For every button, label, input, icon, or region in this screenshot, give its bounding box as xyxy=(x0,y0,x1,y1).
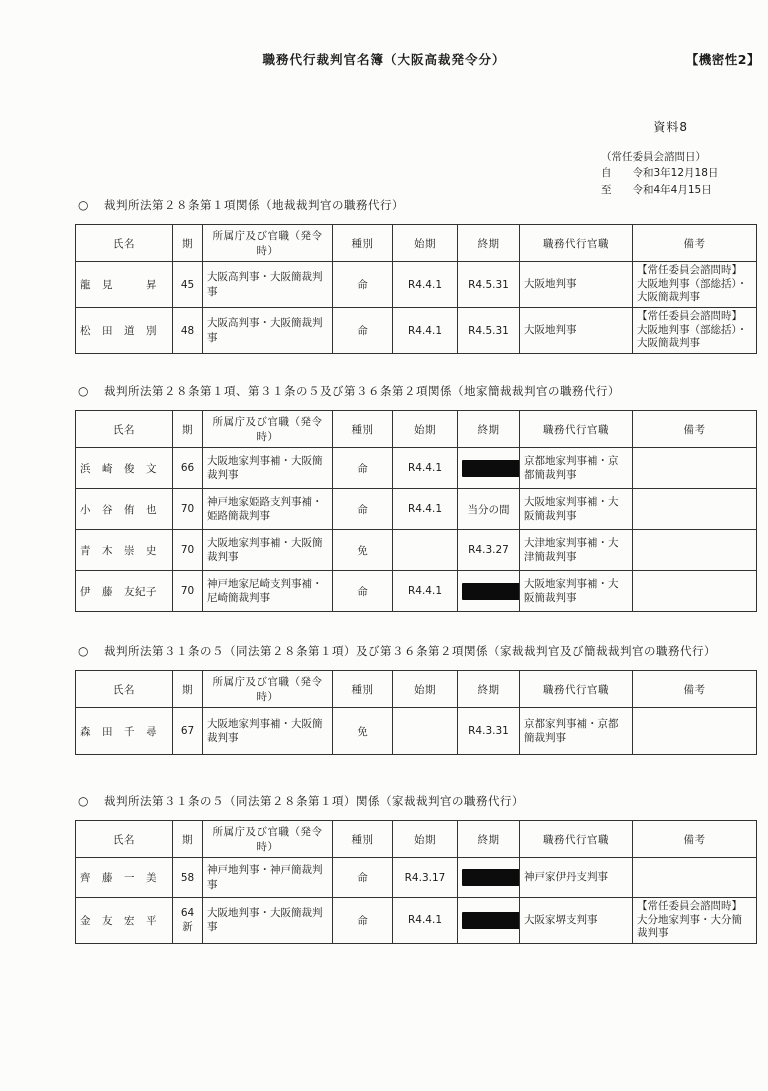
cell-type: 命 xyxy=(333,448,393,489)
cell-acting: 大阪地家判事補・大阪簡裁判事 xyxy=(520,489,633,530)
cell-note xyxy=(633,530,757,571)
cell-office: 大阪高判事・大阪簡裁判事 xyxy=(203,308,333,354)
cell-note: 【常任委員会諮問時】大阪地判事（部総括）・大阪簡裁判事 xyxy=(633,262,757,308)
cell-end: R4.3.31 xyxy=(458,708,520,755)
roster-table-1 xyxy=(75,224,757,354)
header-row xyxy=(76,411,757,448)
table-row xyxy=(76,489,757,530)
classification-badge: 【機密性2】 xyxy=(685,52,760,67)
section-2 xyxy=(75,383,756,612)
cell-acting: 大津地家判事補・大津簡裁判事 xyxy=(520,530,633,571)
header-row xyxy=(76,671,757,708)
column-header: 種別 xyxy=(333,821,393,858)
column-header: 期 xyxy=(173,671,203,708)
cell-name: 金 友 宏 平 xyxy=(76,898,173,944)
column-header: 期 xyxy=(173,225,203,262)
cell-start xyxy=(393,530,458,571)
cell-note: 【常任委員会諮問時】大阪地判事（部総括）・大阪簡裁判事 xyxy=(633,308,757,354)
cell-office: 神戸地判事・神戸簡裁判事 xyxy=(203,858,333,898)
table-row xyxy=(76,858,757,898)
column-header: 所属庁及び官職（発令時） xyxy=(203,671,333,708)
section-1 xyxy=(75,197,756,354)
circle-bullet-icon: ○ xyxy=(78,198,89,212)
cell-note xyxy=(633,448,757,489)
roster-table-3 xyxy=(75,670,757,755)
cell-type: 命 xyxy=(333,571,393,612)
cell-office: 大阪地家判事補・大阪簡裁判事 xyxy=(203,448,333,489)
cell-start: R4.4.1 xyxy=(393,898,458,944)
cell-start: R4.4.1 xyxy=(393,308,458,354)
cell-name: 齊 藤 一 美 xyxy=(76,858,173,898)
cell-end xyxy=(458,898,520,944)
column-header: 職務代行官職 xyxy=(520,225,633,262)
roster-table-2 xyxy=(75,410,757,612)
section-4-heading-text: 裁判所法第３１条の５（同法第２８条第１項）関係（家裁裁判官の職務代行） xyxy=(103,794,524,808)
cell-start: R4.4.1 xyxy=(393,262,458,308)
section-1-heading-text: 裁判所法第２８条第１項関係（地裁裁判官の職務代行） xyxy=(103,198,404,212)
column-header: 職務代行官職 xyxy=(520,411,633,448)
cell-type: 免 xyxy=(333,708,393,755)
cell-office: 神戸地家姫路支判事補・姫路簡裁判事 xyxy=(203,489,333,530)
cell-acting: 京都家判事補・京都簡裁判事 xyxy=(520,708,633,755)
table-row xyxy=(76,262,757,308)
cell-acting: 大阪地家判事補・大阪簡裁判事 xyxy=(520,571,633,612)
cell-name: 青 木 崇 史 xyxy=(76,530,173,571)
column-header: 所属庁及び官職（発令時） xyxy=(203,821,333,858)
cell-note: 【常任委員会諮問時】大分地家判事・大分簡裁判事 xyxy=(633,898,757,944)
table-row xyxy=(76,530,757,571)
section-3-heading-text: 裁判所法第３１条の５（同法第２８条第１項）及び第３６条第２項関係（家裁裁判官及び簡裁裁判官の職務代行） xyxy=(103,644,716,658)
column-header: 職務代行官職 xyxy=(520,671,633,708)
circle-bullet-icon: ○ xyxy=(78,794,89,808)
cell-note xyxy=(633,858,757,898)
roster-table-4 xyxy=(75,820,757,944)
cell-term: 66 xyxy=(173,448,203,489)
section-1-heading xyxy=(75,197,756,213)
cell-office: 神戸地家尼崎支判事補・尼崎簡裁判事 xyxy=(203,571,333,612)
column-header: 備考 xyxy=(633,821,757,858)
cell-start: R4.4.1 xyxy=(393,489,458,530)
table-row xyxy=(76,571,757,612)
cell-type: 命 xyxy=(333,858,393,898)
cell-term: 70 xyxy=(173,571,203,612)
cell-name: 松 田 道 別 xyxy=(76,308,173,354)
cell-term: 70 xyxy=(173,489,203,530)
cell-name: 森 田 千 尋 xyxy=(76,708,173,755)
cell-end: R4.3.27 xyxy=(458,530,520,571)
column-header: 種別 xyxy=(333,225,393,262)
column-header: 職務代行官職 xyxy=(520,821,633,858)
document-number: 資料8 xyxy=(653,120,688,134)
cell-note xyxy=(633,571,757,612)
column-header: 備考 xyxy=(633,671,757,708)
cell-acting: 京都地家判事補・京都簡裁判事 xyxy=(520,448,633,489)
consultation-date-block xyxy=(601,149,718,198)
redaction-box xyxy=(462,460,520,477)
cell-end: R4.5.31 xyxy=(458,262,520,308)
cell-start xyxy=(393,708,458,755)
cell-acting: 大阪地判事 xyxy=(520,262,633,308)
cell-end xyxy=(458,858,520,898)
column-header: 所属庁及び官職（発令時） xyxy=(203,225,333,262)
page-title: 職務代行裁判官名簿（大阪高裁発令分） xyxy=(262,52,506,67)
column-header: 終期 xyxy=(458,671,520,708)
cell-note xyxy=(633,708,757,755)
redaction-box xyxy=(462,869,520,886)
circle-bullet-icon: ○ xyxy=(78,384,89,398)
table-row xyxy=(76,898,757,944)
column-header: 氏名 xyxy=(76,671,173,708)
cell-type: 命 xyxy=(333,489,393,530)
section-3-heading xyxy=(75,643,756,659)
column-header: 氏名 xyxy=(76,225,173,262)
consultation-from-date: 自 令和3年12月18日 xyxy=(601,167,719,180)
column-header: 備考 xyxy=(633,225,757,262)
column-header: 氏名 xyxy=(76,411,173,448)
section-2-heading xyxy=(75,383,756,399)
cell-end xyxy=(458,448,520,489)
header-row xyxy=(76,821,757,858)
cell-type: 命 xyxy=(333,262,393,308)
cell-term: 58 xyxy=(173,858,203,898)
section-3 xyxy=(75,643,756,755)
redaction-box xyxy=(462,583,520,600)
cell-office: 大阪地判事・大阪簡裁判事 xyxy=(203,898,333,944)
cell-start: R4.4.1 xyxy=(393,571,458,612)
column-header: 始期 xyxy=(393,821,458,858)
cell-acting: 大阪地判事 xyxy=(520,308,633,354)
column-header: 始期 xyxy=(393,671,458,708)
column-header: 種別 xyxy=(333,671,393,708)
column-header: 始期 xyxy=(393,225,458,262)
cell-name: 龍 見 昇 xyxy=(76,262,173,308)
column-header: 備考 xyxy=(633,411,757,448)
section-2-heading-text: 裁判所法第２８条第１項、第３１条の５及び第３６条第２項関係（地家簡裁裁判官の職務代行） xyxy=(103,384,620,398)
cell-type: 免 xyxy=(333,530,393,571)
cell-end: 当分の間 xyxy=(458,489,520,530)
cell-start: R4.4.1 xyxy=(393,448,458,489)
cell-name: 小 谷 侑 也 xyxy=(76,489,173,530)
section-4 xyxy=(75,793,756,944)
column-header: 所属庁及び官職（発令時） xyxy=(203,411,333,448)
cell-end xyxy=(458,571,520,612)
table-row xyxy=(76,708,757,755)
column-header: 種別 xyxy=(333,411,393,448)
redaction-box xyxy=(462,912,520,929)
column-header: 期 xyxy=(173,821,203,858)
column-header: 氏名 xyxy=(76,821,173,858)
cell-type: 命 xyxy=(333,898,393,944)
column-header: 始期 xyxy=(393,411,458,448)
table-row xyxy=(76,448,757,489)
table-row xyxy=(76,308,757,354)
section-4-heading xyxy=(75,793,756,809)
cell-start: R4.3.17 xyxy=(393,858,458,898)
cell-type: 命 xyxy=(333,308,393,354)
consultation-to-date: 至 令和4年4月15日 xyxy=(601,183,712,196)
cell-end: R4.5.31 xyxy=(458,308,520,354)
cell-office: 大阪地家判事補・大阪簡裁判事 xyxy=(203,530,333,571)
circle-bullet-icon: ○ xyxy=(78,644,89,658)
column-header: 終期 xyxy=(458,411,520,448)
cell-term: 67 xyxy=(173,708,203,755)
cell-office: 大阪地家判事補・大阪簡裁判事 xyxy=(203,708,333,755)
cell-term: 48 xyxy=(173,308,203,354)
cell-office: 大阪高判事・大阪簡裁判事 xyxy=(203,262,333,308)
column-header: 終期 xyxy=(458,821,520,858)
cell-acting: 大阪家堺支判事 xyxy=(520,898,633,944)
cell-term: 64新 xyxy=(173,898,203,944)
cell-name: 伊 藤 友紀子 xyxy=(76,571,173,612)
cell-term: 70 xyxy=(173,530,203,571)
consultation-label: （常任委員会諮問日） xyxy=(601,151,706,163)
cell-name: 浜 崎 俊 文 xyxy=(76,448,173,489)
cell-term: 45 xyxy=(173,262,203,308)
cell-acting: 神戸家伊丹支判事 xyxy=(520,858,633,898)
header-row xyxy=(76,225,757,262)
column-header: 期 xyxy=(173,411,203,448)
column-header: 終期 xyxy=(458,225,520,262)
cell-note xyxy=(633,489,757,530)
